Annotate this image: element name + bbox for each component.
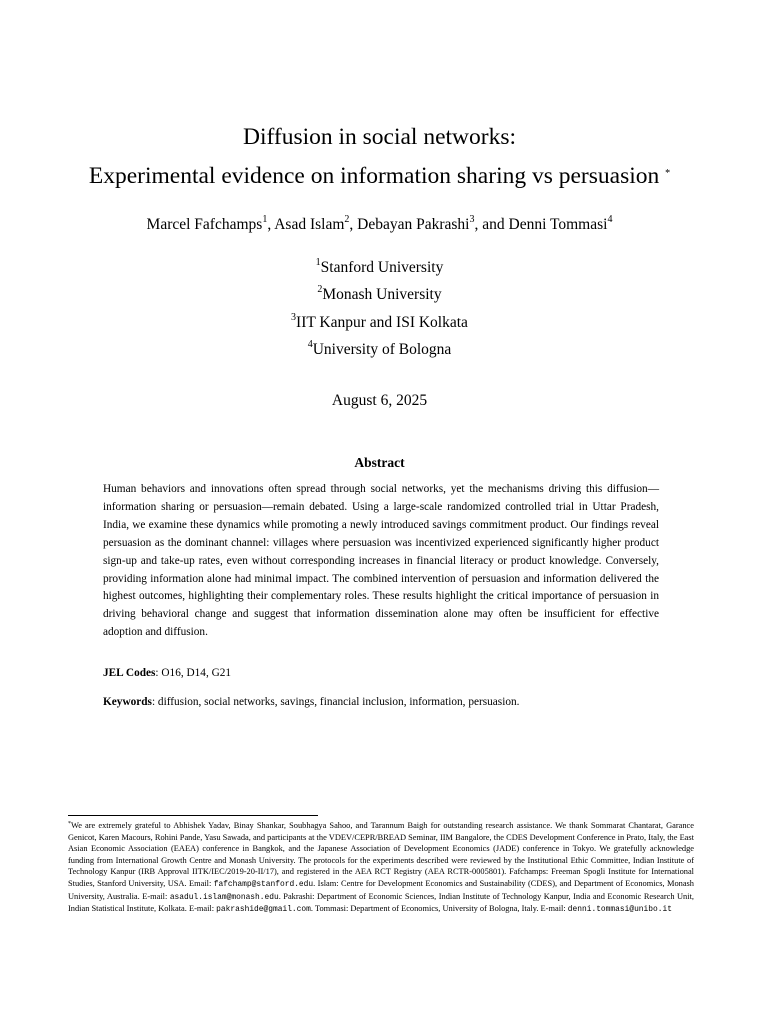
footnote-mark: *: [68, 821, 71, 827]
author-affil-mark: 4: [607, 214, 613, 225]
affil-mark: 2: [317, 284, 323, 295]
jel-value: : O16, D14, G21: [155, 667, 232, 679]
affil-name: IIT Kanpur and ISI Kolkata: [296, 314, 468, 331]
abstract-body: Human behaviors and innovations often spread through social networks, yet the mechanisms driving this diffusion—information sharing or persuasion—remain debated. Using a large-scale randomized controlled trial in Uttar Pradesh, India, we examine these dynamics while promoting a newly introduced savings commitment product. Our findings reveal persuasion as the dominant channel: villages where persuasion was incentivized experienced significantly higher product sign-up and take-up rates, even without corresponding increases in financial literacy or product knowledge. Conversely, providing information alone had minimal impact. The combined intervention of persuasion and information delivered the highest outcomes, highlighting their complementary roles. These results highlight the critical importance of persuasion in driving behavioral change and suggest that information dissemination alone may often be insufficient for effective adoption and diffusion.: [103, 483, 659, 639]
keywords-label: Keywords: [103, 696, 152, 708]
affiliation-4: [0, 341, 759, 359]
footnote-text: . Pakrashi: Department of Economic Sciences, Indian Institute of Technology Kanpur, India and Economic Research Unit, Indian Statistical Institute, Kolkata. E-mail:: [68, 891, 694, 914]
author-affil-mark: 2: [344, 214, 350, 225]
footnote-text: . Tommasi: Department of Economics, University of Bologna, Italy. E-mail:: [310, 904, 568, 914]
jel-label: JEL Codes: [103, 667, 156, 679]
jel-codes: [103, 667, 231, 679]
author-name: Debayan Pakrashi: [357, 216, 470, 233]
email-link[interactable]: asadul.islam@monash.edu: [169, 892, 279, 902]
affiliation-1: [0, 259, 759, 277]
author-affil-mark: 3: [469, 214, 475, 225]
email-link[interactable]: denni.tommasi@unibo.it: [567, 905, 672, 915]
author-affil-mark: 1: [262, 214, 268, 225]
affil-mark: 1: [315, 257, 321, 268]
affil-name: Stanford University: [320, 259, 444, 276]
paper-date: August 6, 2025: [331, 392, 428, 409]
author-name: Denni Tommasi: [508, 216, 608, 233]
paper-title-line1: Diffusion in social networks:: [242, 124, 517, 150]
affiliation-3: [0, 314, 759, 332]
author-list: [0, 216, 759, 234]
affiliation-2: [0, 286, 759, 304]
email-link[interactable]: pakrashide@gmail.com: [216, 905, 311, 915]
author-separator: , and: [474, 216, 509, 233]
title-footnote-mark: *: [665, 168, 671, 179]
footnote-text: We are extremely grateful to Abhishek Yadav, Binay Shankar, Soubhagya Sahoo, and Tarannum Baigh for outstanding research assistance. We thank Sommarat Chantarat, Garance Genicot, Karen Macours, Rohini Pande, Yasu Sawada, and participants at the VDEV/CEPR/BREAD Seminar, IIM Bangalore, the CDES Development Conference in Prato, Italy, the East Asian Economic Association (EAEA) conference in Bangkok, and the Japanese Association of Development Economics (JADE) conference in Tokyo. We gratefully acknowledge funding from International Growth Centre and Monash University. The protocols for the experiments described were reviewed by the Institutional Ethic Committee, Indian Institute of Technology Kanpur (IRB Approval IITK/IEC/2019-20-II/17), and registered in the AEA RCT Registry (AEA RCTR-0005801). Fafchamps: Freeman Spogli Institute for International Studies, Stanford University, USA. Email:: [68, 821, 694, 888]
footnote: [68, 820, 694, 916]
author-name: Marcel Fafchamps: [146, 216, 263, 233]
author-separator: ,: [267, 216, 275, 233]
keywords: [103, 696, 519, 708]
keywords-value: : diffusion, social networks, savings, financial inclusion, information, persuasion.: [151, 696, 520, 708]
paper-title-line2: [0, 159, 759, 193]
footnote-text: . Islam: Centre for Development Economics and Sustainability (CDES), and Department of Economics, Monash University, Australia. E-mail:: [68, 878, 694, 901]
paper-title-text: Experimental evidence on information sharing vs persuasion: [88, 163, 660, 189]
abstract-heading: Abstract: [354, 455, 405, 470]
author-name: Asad Islam: [274, 216, 345, 233]
affil-mark: 3: [291, 312, 297, 323]
affil-mark: 4: [307, 339, 313, 350]
affil-name: University of Bologna: [312, 341, 452, 358]
email-link[interactable]: fafchamp@stanford.edu: [213, 879, 314, 889]
author-separator: ,: [349, 216, 358, 233]
affil-name: Monash University: [322, 286, 442, 303]
footnote-rule: [68, 815, 318, 816]
